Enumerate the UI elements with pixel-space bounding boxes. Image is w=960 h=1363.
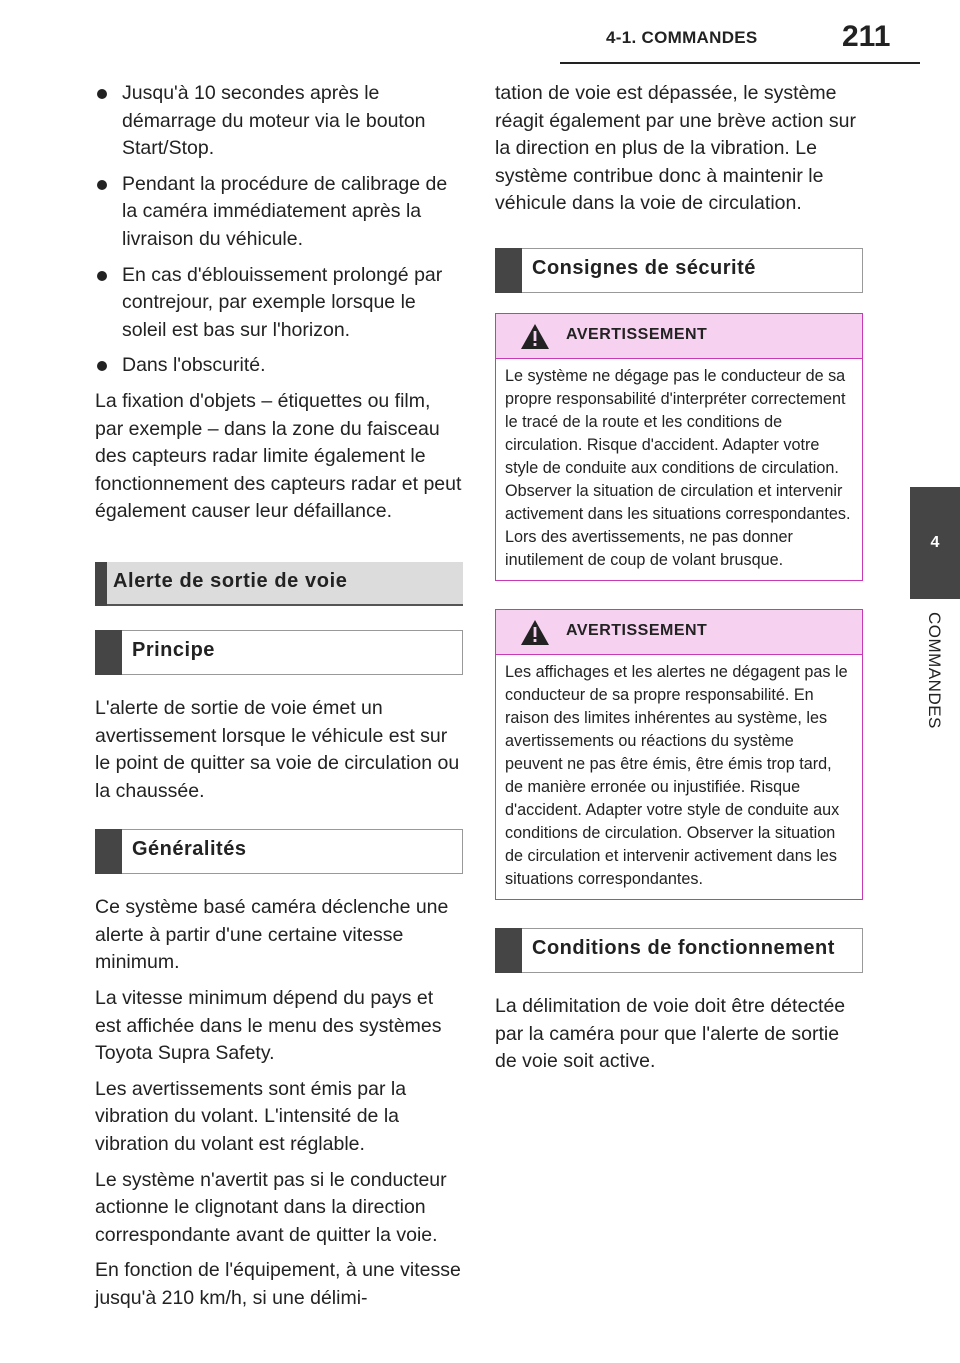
warning-header: AVERTISSEMENT	[496, 314, 862, 359]
warning-text: Le système ne dégage pas le conducteur de sa propre responsabilité d'interpréter correctement le tracé de la route et les conditions de circulation. Risque d'accident. Adapter votre style de conduite aux conditions de circulation. Observer la situation de circulation et intervenir activement dans les situations correspondantes. Lors des avertissements, ne pas donner inutilement de coup de volant brusque.	[505, 366, 851, 569]
bullet-icon	[97, 361, 107, 371]
condition-list	[95, 80, 463, 380]
principe-paragraph: L'alerte de sortie de voie émet un avertissement lorsque le véhicule est sur le point de quitter sa voie de circulation ou la chaussée.	[95, 696, 460, 802]
warning-box-1	[495, 313, 863, 581]
warning-header: AVERTISSEMENT	[496, 610, 862, 655]
list-item: Pendant la procédure de calibrage de la caméra immédiatement après la livraison du véhicule.	[95, 171, 463, 254]
right-column	[495, 80, 863, 1084]
heading-bar	[95, 630, 122, 675]
running-header: 4-1. COMMANDES	[606, 28, 758, 47]
heading-bar	[495, 928, 522, 973]
chapter-tab: 4	[910, 487, 960, 599]
subheading-principe: Principe	[95, 630, 463, 675]
subheading-conditions: Conditions de fonctionnement	[495, 928, 863, 973]
list-item: En cas d'éblouissement prolongé par contrejour, par exemple lorsque le soleil est bas sur l'horizon.	[95, 262, 463, 345]
heading-bar	[95, 829, 122, 874]
page-number: 211	[842, 20, 891, 53]
left-column	[95, 80, 463, 1321]
radar-paragraph: La fixation d'objets – étiquettes ou film, par exemple – dans la zone du faisceau des capteurs radar limite également le fonctionnement des capteurs radar et peut également causer leur défaillance.	[95, 389, 462, 523]
generalites-paragraph: Les avertissements sont émis par la vibration du volant. L'intensité de la vibration du volant est réglable.	[95, 1077, 407, 1156]
warning-triangle-icon	[520, 619, 550, 646]
bullet-icon	[97, 180, 107, 190]
generalites-paragraph: Ce système basé caméra déclenche une alerte à partir d'une certaine vitesse minimum.	[95, 896, 449, 974]
generalites-paragraph: Le système n'avertit pas si le conducteur actionne le clignotant dans la direction correspondante avant de quitter la voie.	[95, 1168, 447, 1246]
bullet-icon	[97, 271, 107, 281]
generalites-paragraph: La vitesse minimum dépend du pays et est affichée dans le menu des systèmes Toyota Supra Safety.	[95, 987, 442, 1065]
section-heading-lane-departure: Alerte de sortie de voie	[95, 562, 463, 606]
conditions-paragraph: La délimitation de voie doit être détectée par la caméra pour que l'alerte de sortie de voie soit active.	[495, 994, 846, 1073]
list-item: Dans l'obscurité.	[95, 352, 463, 380]
warning-box-2	[495, 609, 863, 900]
continuation-paragraph: tation de voie est dépassée, le système réagit également par une brève action sur la direction en plus de la vibration. Le système contribue donc à maintenir le véhicule dans la voie de circulation.	[495, 82, 856, 215]
generalites-paragraph: En fonction de l'équipement, à une vitesse jusqu'à 210 km/h, si une délimi-	[95, 1259, 461, 1309]
heading-bar	[95, 562, 107, 606]
warning-text: Les affichages et les alertes ne dégagent pas le conducteur de sa propre responsabilité. En raison des limites inhérentes au système, les avertissements ou réactions du système peuvent ne pas être émis, être émis trop tard, de manière erronée ou injustifiée. Risque d'accident. Adapter votre style de conduite aux conditions de circulation. Observer la situation de circulation et intervenir activement dans les situations correspondantes.	[505, 662, 848, 888]
warning-triangle-icon	[520, 323, 550, 350]
chapter-label: COMMANDES	[925, 612, 944, 729]
bullet-icon	[97, 89, 107, 99]
list-item: Jusqu'à 10 secondes après le démarrage du moteur via le bouton Start/Stop.	[95, 80, 463, 163]
subheading-generalites: Généralités	[95, 829, 463, 874]
heading-bar	[495, 248, 522, 293]
header-rule	[560, 62, 920, 64]
subheading-consignes: Consignes de sécurité	[495, 248, 863, 293]
